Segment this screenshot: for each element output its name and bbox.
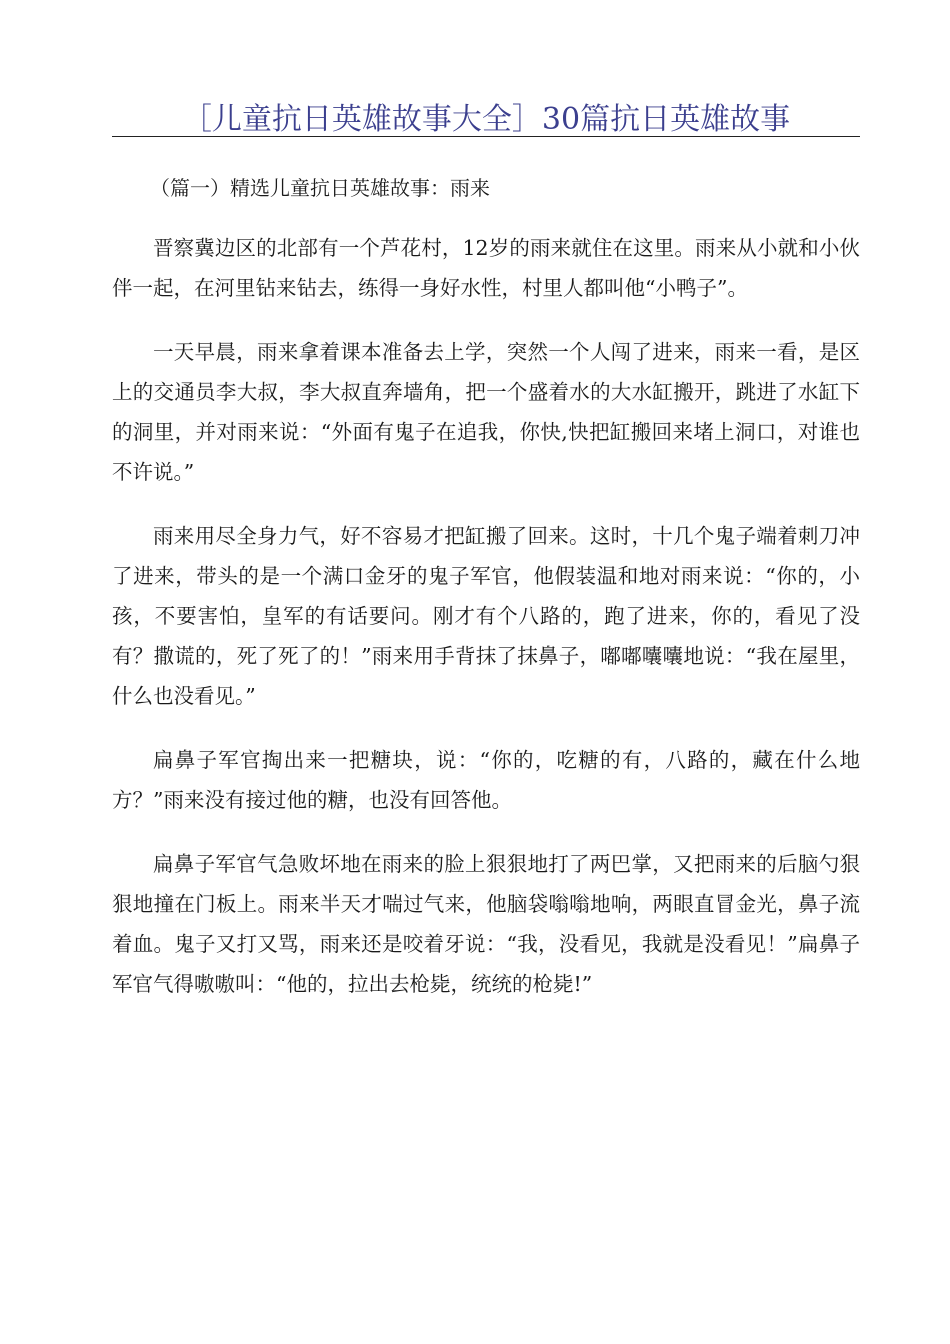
section-heading: （篇一）精选儿童抗日英雄故事：雨来 (150, 176, 490, 200)
title-underline (112, 136, 860, 137)
paragraph: 扁鼻子军官掏出来一把糖块，说：“你的，吃糖的有，八路的，藏在什么地方？”雨来没有接过他的糖，也没有回答他。 (112, 748, 860, 812)
paragraph: 扁鼻子军官气急败坏地在雨来的脸上狠狠地打了两巴掌，又把雨来的后脑勺狠狠地撞在门板上。雨来半天才喘过气来，他脑袋嗡嗡地响，两眼直冒金光，鼻子流着血。鬼子又打又骂，雨来还是咬着牙说：“我，没看见，我就是没看见！”扁鼻子军官气得嗷嗷叫：“他的，拉出去枪毙，统统的枪毙!” (112, 852, 860, 996)
document-title: ［儿童抗日英雄故事大全］30篇抗日英雄故事 (181, 102, 791, 137)
paragraph: 一天早晨，雨来拿着课本准备去上学，突然一个人闯了进来，雨来一看，是区上的交通员李大叔，李大叔直奔墙角，把一个盛着水的大水缸搬开，跳进了水缸下的洞里，并对雨来说：“外面有鬼子在追我，你快,快把缸搬回来堵上洞口，对谁也不许说。” (112, 340, 860, 484)
paragraph: 雨来用尽全身力气，好不容易才把缸搬了回来。这时，十几个鬼子端着刺刀冲了进来，带头的是一个满口金牙的鬼子军官，他假装温和地对雨来说：“你的，小孩，不要害怕，皇军的有话要问。刚才有个八路的，跑了进来，你的，看见了没有？撒谎的，死了死了的！”雨来用手背抹了抹鼻子，嘟嘟囔囔地说：“我在屋里，什么也没看见。” (112, 524, 860, 708)
paragraph: 晋察冀边区的北部有一个芦花村，12岁的雨来就住在这里。雨来从小就和小伙伴一起，在河里钻来钻去，练得一身好水性，村里人都叫他“小鸭子”。 (112, 236, 860, 300)
document-body (112, 228, 860, 1028)
